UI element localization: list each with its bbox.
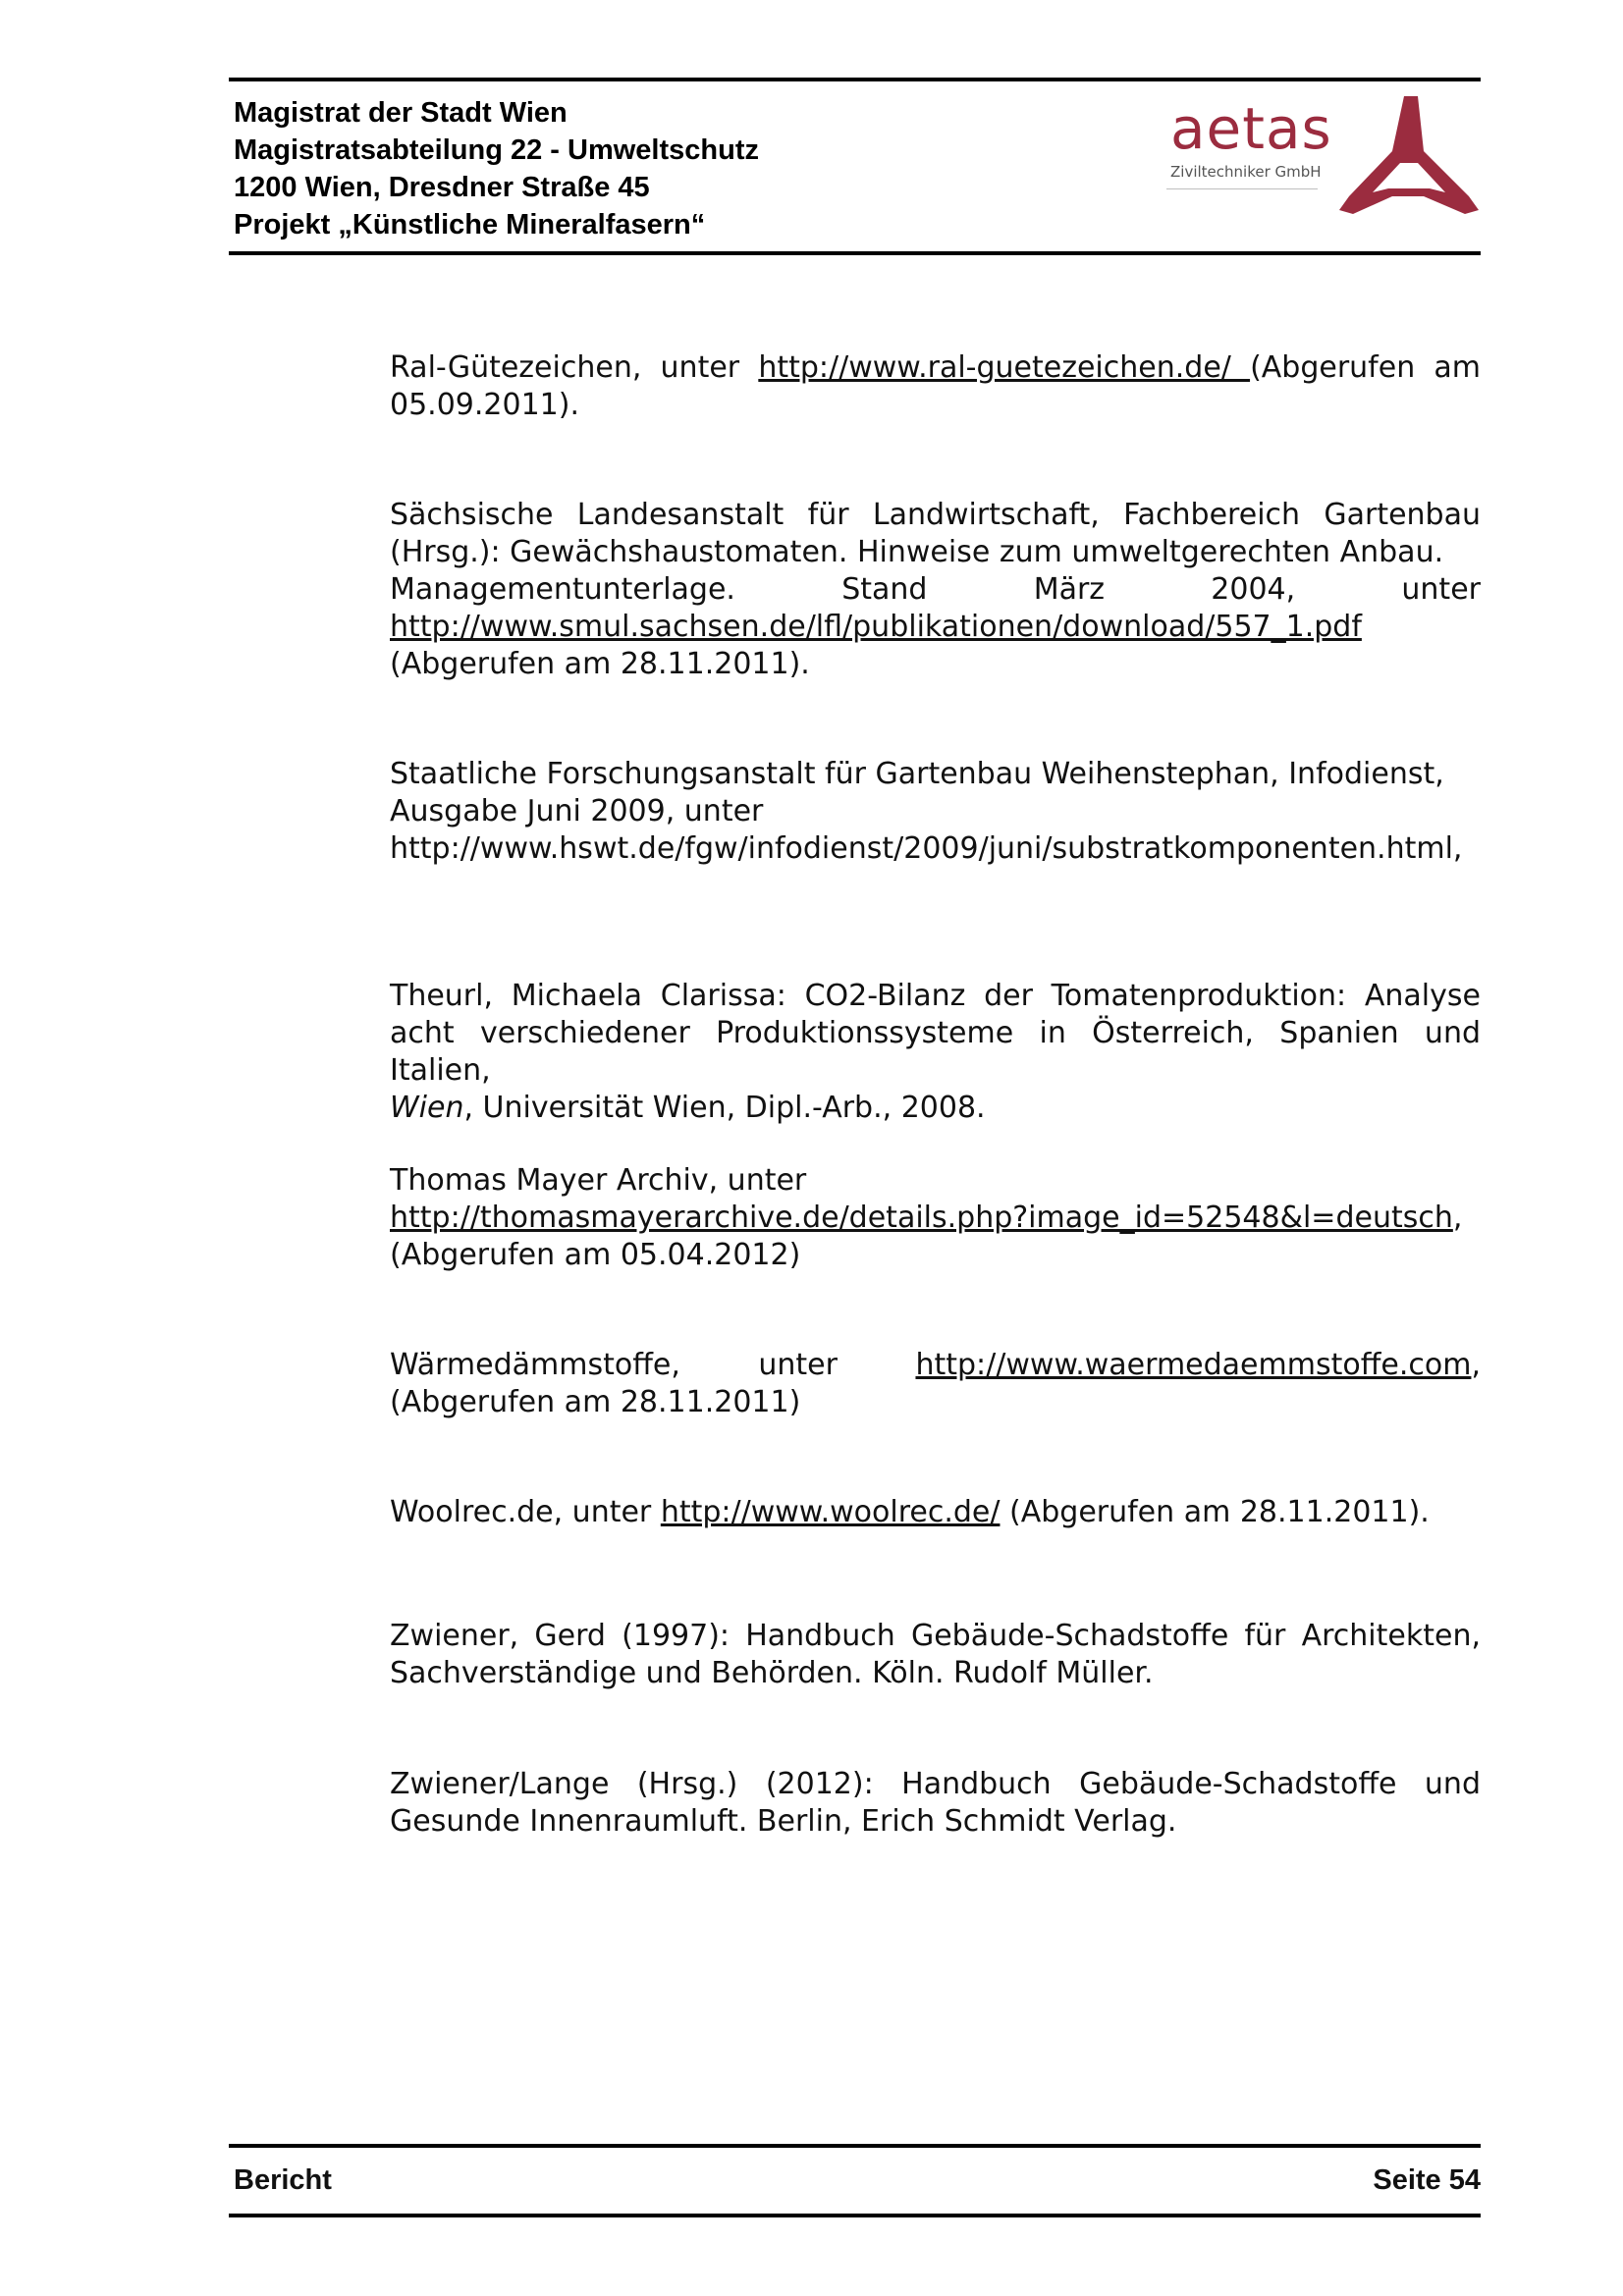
header-bottom-rule (229, 251, 1481, 255)
reference-text: Theurl, Michaela Clarissa: CO2-Bilanz der Tomatenproduktion: Analyse acht verschiedener Produktionssysteme in Österreich, Spanien und Italien, (390, 979, 1481, 1088)
reference-link-waermedaemmstoffe[interactable]: http://www.waermedaemmstoffe.com (915, 1348, 1472, 1382)
reference-link-woolrec[interactable]: http://www.woolrec.de/ (660, 1495, 1001, 1529)
reference-tail: (Abgerufen am 28.11.2011). (1000, 1495, 1430, 1529)
footer-bottom-rule (229, 2214, 1481, 2217)
reference-link-thomasmayer[interactable]: http://thomasmayerarchive.de/details.php?image_id=52548&l=deutsch (390, 1201, 1453, 1235)
reference-weihenstephan (390, 756, 1481, 868)
reference-italic-place: Wien (390, 1091, 464, 1125)
logo-wordmark: aetas (1170, 95, 1332, 162)
footer-page-number: Seite 54 (1373, 2164, 1481, 2196)
reference-tail: , Universität Wien, Dipl.-Arb., 2008. (463, 1091, 986, 1125)
logo-triangle-icon (1339, 94, 1479, 222)
reference-word: Managementunterlage. (390, 572, 735, 607)
reference-line: Ausgabe Juni 2009, unter (390, 794, 764, 828)
logo-underline (1166, 188, 1318, 189)
header-line-4: Projekt „Künstliche Mineralfasern“ (234, 209, 706, 240)
reference-text: Sächsische Landesanstalt für Landwirtschaft, Fachbereich Gartenbau (Hrsg.): Gewächshaustomaten. Hinweise zum umweltgerechten Anbau. (390, 498, 1481, 569)
reference-zwiener-lange-2012 (390, 1766, 1481, 1841)
reference-theurl (390, 978, 1481, 1127)
reference-word: Wärmedämmstoffe, (390, 1348, 680, 1382)
reference-spread-line (390, 571, 1481, 609)
logo-subtitle: Ziviltechniker GmbH (1170, 163, 1322, 181)
reference-url-plain: http://www.hswt.de/fgw/infodienst/2009/juni/substratkomponenten.html, (390, 831, 1463, 866)
reference-link-ral[interactable]: http://www.ral-guetezeichen.de/ (758, 350, 1251, 385)
reference-text: Zwiener/Lange (Hrsg.) (2012): Handbuch Gebäude-Schadstoffe und Gesunde Innenraumluft. Berlin, Erich Schmidt Verlag. (390, 1767, 1481, 1839)
reference-word: März (1033, 572, 1106, 607)
reference-spread-line (390, 1347, 1481, 1384)
reference-word: unter (1401, 572, 1481, 607)
reference-text: Ral-Gütezeichen, unter (390, 350, 759, 385)
reference-thomas-mayer (390, 1162, 1481, 1274)
reference-link-group (915, 1347, 1481, 1384)
reference-word: 2004, (1211, 572, 1296, 607)
footer-top-rule (229, 2144, 1481, 2148)
reference-line-text: Staatliche Forschungsanstalt für Gartenbau Weihenstephan, Infodienst, (390, 757, 1444, 791)
footer-document-type: Bericht (234, 2164, 332, 2196)
reference-line (390, 756, 1481, 793)
reference-tail: (Abgerufen am 05.09.2011). (390, 350, 1481, 422)
reference-link-tail: , (1471, 1348, 1481, 1382)
reference-tail: (Abgerufen am 05.04.2012) (390, 1238, 801, 1272)
reference-link-tail: , (1452, 1201, 1463, 1235)
reference-word: Stand (841, 572, 928, 607)
reference-line: Thomas Mayer Archiv, unter (390, 1163, 807, 1198)
header-line-2: Magistratsabteilung 22 - Umweltschutz (234, 134, 759, 166)
reference-tail: (Abgerufen am 28.11.2011). (390, 647, 810, 681)
reference-ral (390, 349, 1481, 424)
reference-word: unter (758, 1348, 838, 1382)
reference-zwiener-1997 (390, 1618, 1481, 1692)
header-address (234, 94, 759, 243)
reference-waermedaemmstoffe (390, 1347, 1481, 1421)
reference-tail: (Abgerufen am 28.11.2011) (390, 1385, 801, 1419)
aetas-logo (1164, 94, 1479, 232)
header-line-3: 1200 Wien, Dresdner Straße 45 (234, 172, 650, 203)
reference-text: Woolrec.de, unter (390, 1495, 661, 1529)
reference-saechsische-landesanstalt (390, 497, 1481, 683)
reference-link-smul[interactable]: http://www.smul.sachsen.de/lfl/publikationen/download/557_1.pdf (390, 610, 1362, 644)
header-top-rule (229, 78, 1481, 81)
reference-woolrec (390, 1494, 1481, 1531)
reference-link-line (390, 609, 1481, 646)
reference-text: Zwiener, Gerd (1997): Handbuch Gebäude-Schadstoffe für Architekten, Sachverständige und Behörden. Köln. Rudolf Müller. (390, 1619, 1481, 1690)
header-line-1: Magistrat der Stadt Wien (234, 97, 568, 129)
reference-link-line (390, 1200, 1481, 1237)
